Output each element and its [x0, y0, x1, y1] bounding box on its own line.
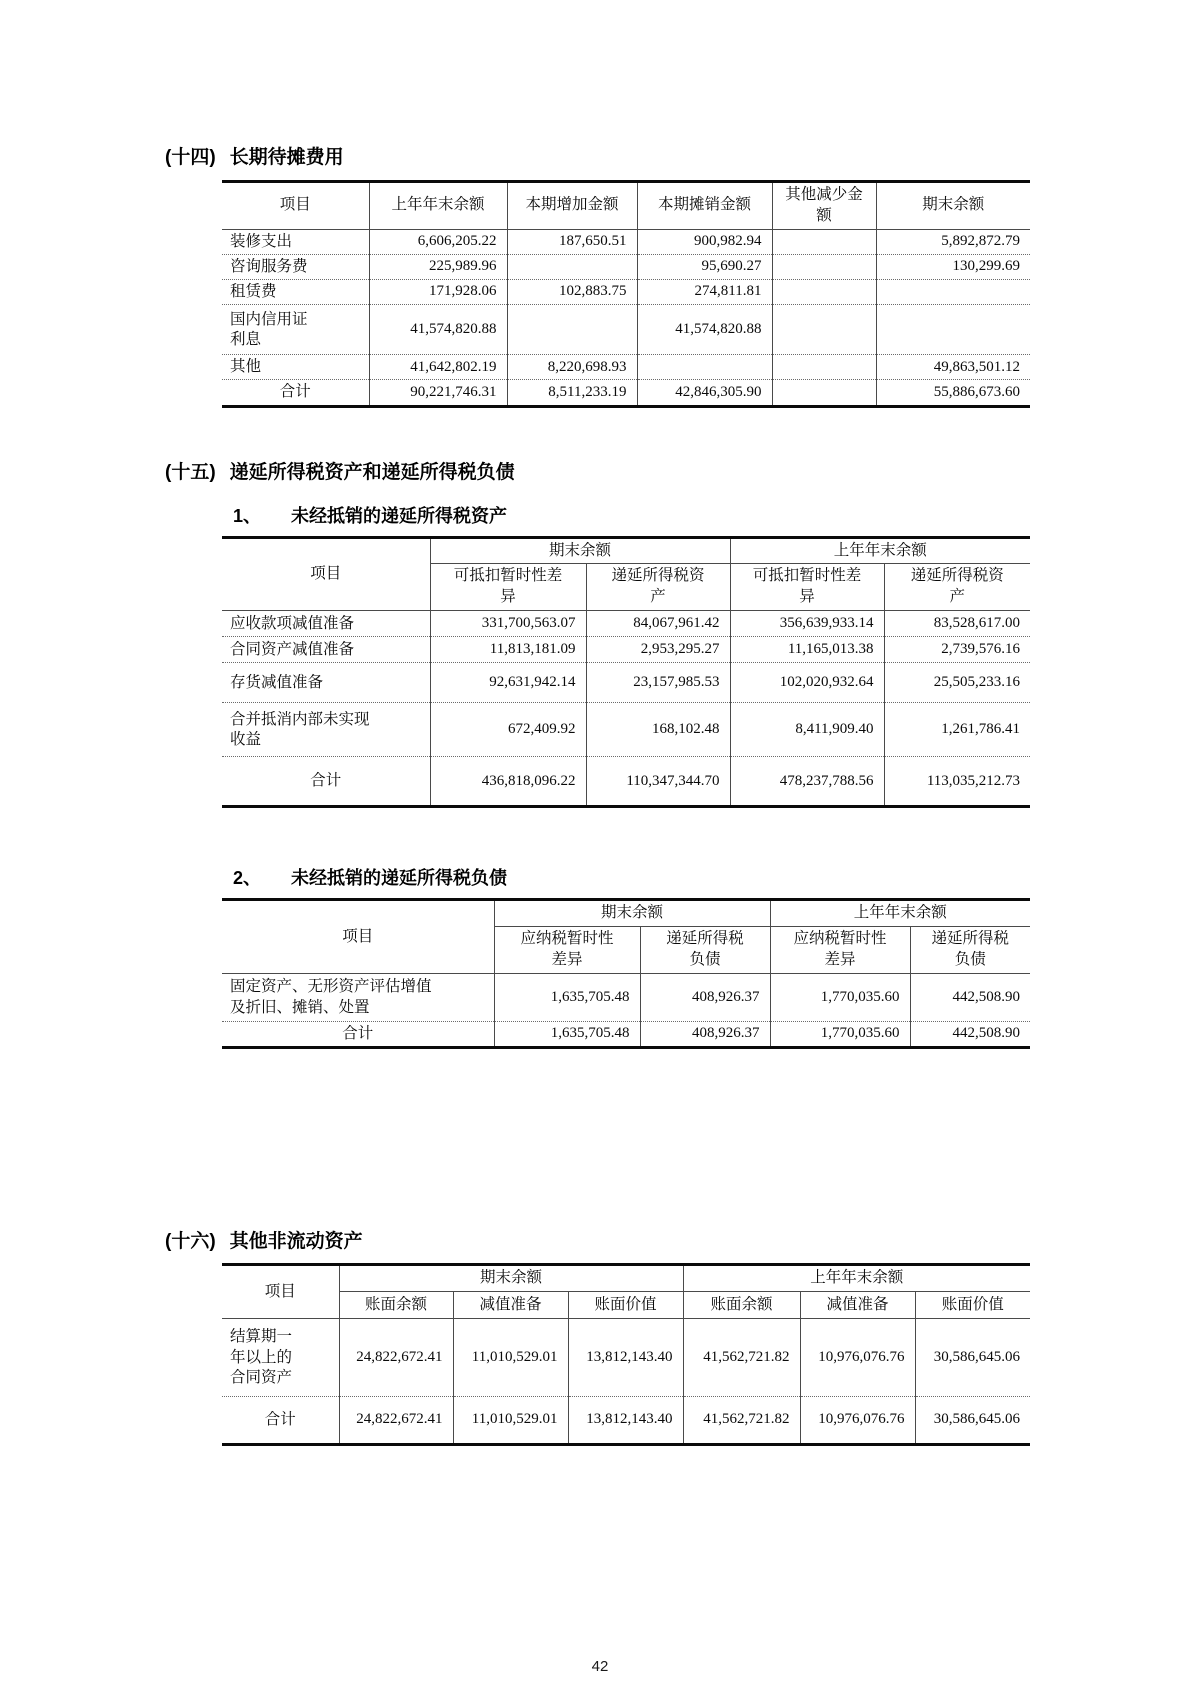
- cell-value: 41,642,802.19: [369, 355, 507, 380]
- row-label: 咨询服务费: [222, 254, 369, 279]
- column-header: 本期摊销金额: [637, 182, 772, 230]
- cell-value: 11,813,181.09: [430, 637, 586, 663]
- column-header: 账面价值: [568, 1292, 683, 1319]
- row-label: 国内信用证利息: [222, 305, 369, 355]
- other-noncurrent-assets-table: [222, 1263, 1030, 1446]
- subsection-1-title: 未经抵销的递延所得税资产: [291, 505, 508, 526]
- cell-value: 113,035,212.73: [884, 757, 1030, 807]
- cell-value: 478,237,788.56: [730, 757, 884, 807]
- cell-value: 41,574,820.88: [637, 305, 772, 355]
- cell-value: 356,639,933.14: [730, 611, 884, 637]
- header-row: [222, 1292, 1030, 1319]
- cell-value: 11,165,013.38: [730, 637, 884, 663]
- group-header: 上年年末余额: [683, 1265, 1030, 1292]
- group-header-row: [222, 1265, 1030, 1292]
- cell-value: [772, 280, 876, 305]
- table-row: [222, 637, 1030, 663]
- cell-value: 95,690.27: [637, 254, 772, 279]
- cell-value: 41,574,820.88: [369, 305, 507, 355]
- cell-value: [876, 305, 1030, 355]
- cell-value: 1,770,035.60: [770, 1022, 910, 1048]
- column-header: 递延所得税负债: [910, 927, 1030, 974]
- cell-value: 10,976,076.76: [800, 1319, 915, 1397]
- cell-value: 442,508.90: [910, 1022, 1030, 1048]
- cell-value: 102,883.75: [507, 280, 637, 305]
- total-row: [222, 380, 1030, 406]
- cell-value: 2,739,576.16: [884, 637, 1030, 663]
- row-label: 合计: [222, 380, 369, 406]
- header-row: [222, 182, 1030, 230]
- cell-value: 6,606,205.22: [369, 229, 507, 254]
- cell-value: 1,261,786.41: [884, 703, 1030, 757]
- row-label: 装修支出: [222, 229, 369, 254]
- row-label: 存货减值准备: [222, 663, 430, 703]
- cell-value: [772, 380, 876, 406]
- table-row: [222, 254, 1030, 279]
- cell-value: 274,811.81: [637, 280, 772, 305]
- cell-value: 25,505,233.16: [884, 663, 1030, 703]
- cell-value: 30,586,645.06: [915, 1319, 1030, 1397]
- cell-value: 187,650.51: [507, 229, 637, 254]
- cell-value: 83,528,617.00: [884, 611, 1030, 637]
- cell-value: 90,221,746.31: [369, 380, 507, 406]
- cell-value: 168,102.48: [586, 703, 730, 757]
- row-label: 应收款项减值准备: [222, 611, 430, 637]
- cell-value: 408,926.37: [640, 1022, 770, 1048]
- cell-value: 10,976,076.76: [800, 1397, 915, 1445]
- cell-value: 672,409.92: [430, 703, 586, 757]
- group-header: 期末余额: [339, 1265, 683, 1292]
- cell-value: 41,562,721.82: [683, 1397, 800, 1445]
- table-row: [222, 355, 1030, 380]
- total-row: [222, 757, 1030, 807]
- subsection-1-heading: [233, 504, 1200, 529]
- group-header-row: [222, 537, 1030, 564]
- row-label: 合计: [222, 1397, 339, 1445]
- cell-value: [507, 254, 637, 279]
- cell-value: 92,631,942.14: [430, 663, 586, 703]
- column-header: 递延所得税资产: [586, 564, 730, 611]
- cell-value: 11,010,529.01: [453, 1319, 568, 1397]
- cell-value: 24,822,672.41: [339, 1397, 453, 1445]
- page-number: 42: [591, 1658, 609, 1676]
- cell-value: 225,989.96: [369, 254, 507, 279]
- column-header: 其他减少金额: [772, 182, 876, 230]
- cell-value: 55,886,673.60: [876, 380, 1030, 406]
- cell-value: 8,411,909.40: [730, 703, 884, 757]
- table-row: [222, 280, 1030, 305]
- column-header: 递延所得税资产: [884, 564, 1030, 611]
- long-term-deferred-expense-table: [222, 180, 1030, 408]
- cell-value: 1,635,705.48: [494, 974, 640, 1022]
- section-15-heading: [165, 460, 1200, 486]
- section-14-heading: [165, 145, 1200, 171]
- column-header: 减值准备: [453, 1292, 568, 1319]
- row-label: 其他: [222, 355, 369, 380]
- column-header: 本期增加金额: [507, 182, 637, 230]
- section-16-heading: [165, 1229, 1200, 1255]
- cell-value: 49,863,501.12: [876, 355, 1030, 380]
- table-row: [222, 703, 1030, 757]
- column-header: 应纳税暂时性差异: [494, 927, 640, 974]
- section-14-title: 长期待摊费用: [229, 147, 344, 168]
- cell-value: 2,953,295.27: [586, 637, 730, 663]
- column-header: 减值准备: [800, 1292, 915, 1319]
- table-row: [222, 663, 1030, 703]
- cell-value: 23,157,985.53: [586, 663, 730, 703]
- section-16-number: (十六): [165, 1231, 216, 1253]
- column-header: 项目: [222, 537, 430, 611]
- subsection-2-number: 2、: [233, 868, 262, 889]
- table-row: [222, 974, 1030, 1022]
- column-header: 账面余额: [339, 1292, 453, 1319]
- column-header: 期末余额: [876, 182, 1030, 230]
- cell-value: 442,508.90: [910, 974, 1030, 1022]
- column-header: 项目: [222, 1265, 339, 1319]
- cell-value: 171,928.06: [369, 280, 507, 305]
- column-header: 项目: [222, 182, 369, 230]
- row-label: 合并抵消内部未实现收益: [222, 703, 430, 757]
- total-row: [222, 1022, 1030, 1048]
- total-row: [222, 1397, 1030, 1445]
- cell-value: 436,818,096.22: [430, 757, 586, 807]
- column-header: 递延所得税负债: [640, 927, 770, 974]
- column-header: 上年年末余额: [369, 182, 507, 230]
- deferred-tax-assets-table: [222, 536, 1030, 809]
- cell-value: 102,020,932.64: [730, 663, 884, 703]
- cell-value: 84,067,961.42: [586, 611, 730, 637]
- cell-value: [876, 280, 1030, 305]
- group-header: 上年年末余额: [730, 537, 1030, 564]
- cell-value: [507, 305, 637, 355]
- cell-value: 110,347,344.70: [586, 757, 730, 807]
- cell-value: [772, 229, 876, 254]
- cell-value: 42,846,305.90: [637, 380, 772, 406]
- subsection-1-number: 1、: [233, 505, 262, 526]
- section-16-title: 其他非流动资产: [229, 1231, 363, 1253]
- section-14-number: (十四): [165, 147, 216, 168]
- table-row: [222, 305, 1030, 355]
- row-label: 租赁费: [222, 280, 369, 305]
- row-label: 合计: [222, 757, 430, 807]
- column-header: 项目: [222, 900, 494, 974]
- cell-value: 1,635,705.48: [494, 1022, 640, 1048]
- column-header: 可抵扣暂时性差异: [430, 564, 586, 611]
- cell-value: 30,586,645.06: [915, 1397, 1030, 1445]
- table-row: [222, 229, 1030, 254]
- column-header: 账面余额: [683, 1292, 800, 1319]
- subsection-2-heading: [233, 866, 1200, 891]
- cell-value: 1,770,035.60: [770, 974, 910, 1022]
- row-label: 固定资产、无形资产评估增值及折旧、摊销、处置: [222, 974, 494, 1022]
- table-row: [222, 1319, 1030, 1397]
- cell-value: 408,926.37: [640, 974, 770, 1022]
- cell-value: 41,562,721.82: [683, 1319, 800, 1397]
- row-label: 结算期一年以上的合同资产: [222, 1319, 339, 1397]
- section-15-number: (十五): [165, 461, 216, 483]
- cell-value: [637, 355, 772, 380]
- cell-value: 900,982.94: [637, 229, 772, 254]
- cell-value: 5,892,872.79: [876, 229, 1030, 254]
- cell-value: 11,010,529.01: [453, 1397, 568, 1445]
- group-header: 期末余额: [494, 900, 770, 927]
- cell-value: [772, 305, 876, 355]
- cell-value: 331,700,563.07: [430, 611, 586, 637]
- group-header-row: [222, 900, 1030, 927]
- deferred-tax-liabilities-table: [222, 898, 1030, 1049]
- column-header: 可抵扣暂时性差异: [730, 564, 884, 611]
- group-header: 上年年末余额: [770, 900, 1030, 927]
- cell-value: 13,812,143.40: [568, 1397, 683, 1445]
- cell-value: 8,220,698.93: [507, 355, 637, 380]
- column-header: 账面价值: [915, 1292, 1030, 1319]
- section-15-title: 递延所得税资产和递延所得税负债: [229, 461, 515, 483]
- column-header: 应纳税暂时性差异: [770, 927, 910, 974]
- cell-value: 8,511,233.19: [507, 380, 637, 406]
- cell-value: [772, 355, 876, 380]
- table-row: [222, 611, 1030, 637]
- row-label: 合同资产减值准备: [222, 637, 430, 663]
- cell-value: 24,822,672.41: [339, 1319, 453, 1397]
- group-header: 期末余额: [430, 537, 730, 564]
- cell-value: 13,812,143.40: [568, 1319, 683, 1397]
- cell-value: [772, 254, 876, 279]
- row-label: 合计: [222, 1022, 494, 1048]
- subsection-2-title: 未经抵销的递延所得税负债: [291, 868, 508, 889]
- cell-value: 130,299.69: [876, 254, 1030, 279]
